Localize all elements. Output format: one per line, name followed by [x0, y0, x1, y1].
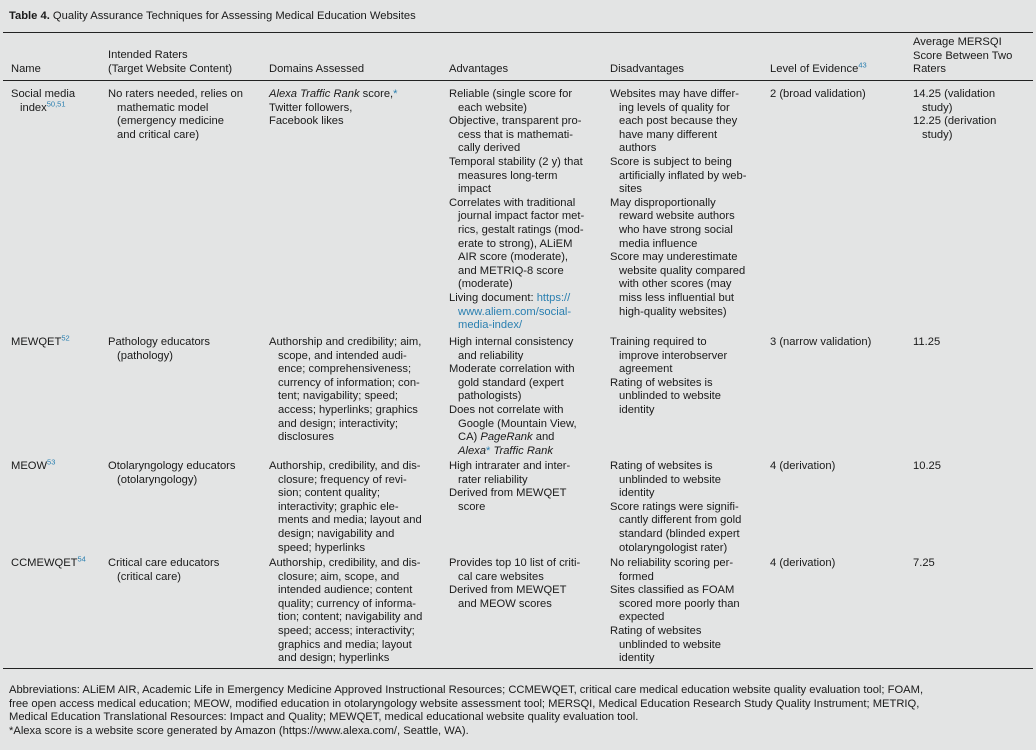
advantage-item: [449, 336, 577, 363]
line: each website): [458, 101, 528, 114]
disadvantage-item: [610, 584, 740, 625]
line: Authorship, credibility, and dis-: [269, 557, 421, 569]
line: website quality compared: [619, 264, 746, 277]
alexa-text: Alexa: [458, 444, 486, 457]
row1-raters-line: mathematic model: [117, 101, 209, 114]
line: Score may underestimate: [610, 251, 738, 264]
row1-name-line2-text: index: [20, 101, 47, 114]
line: Google (Mountain View,: [458, 417, 577, 430]
row1-domains-line1: [269, 88, 398, 102]
row3-disadvantages: [610, 460, 741, 555]
abbreviations-line: Abbreviations: ALiEM AIR, Academic Life in Emergency Medicine Approved Instructional Resources; CCMEWQET, critical care medical education website quality evaluation tool; FOAM,: [9, 684, 924, 696]
line: Correlates with traditional: [449, 196, 576, 209]
line: ence; comprehensiveness;: [278, 363, 412, 376]
line: Temporal stability (2 y) that: [449, 155, 583, 168]
row2-raters: [108, 336, 210, 363]
disadvantage-item: [610, 197, 746, 251]
line: Authorship and credibility; aim,: [269, 336, 422, 348]
row1-name-ref: 50,51: [46, 98, 66, 108]
line: High intrarater and inter-: [449, 460, 571, 472]
line: Rating of websites is: [610, 460, 713, 472]
line: (moderate): [458, 278, 513, 291]
table-number: Table 4.: [9, 10, 50, 22]
line: ing levels of quality for: [619, 101, 730, 114]
line: closure; frequency of revi-: [278, 473, 407, 486]
line: study): [922, 128, 953, 141]
row1-raters-line: (emergency medicine: [117, 115, 224, 128]
line: sites: [619, 183, 643, 196]
row3-name-text: MEOW: [11, 460, 48, 472]
row3-level: 4 (derivation): [770, 460, 836, 472]
row3-domains: [269, 460, 422, 555]
alexa-traffic-rank: Alexa Traffic Rank: [269, 88, 360, 100]
alexa-footnote: *Alexa score is a website score generated by Amazon (https://www.alexa.com/, Seattle, WA).: [9, 724, 469, 737]
line: interactivity; graphic ele-: [278, 500, 399, 513]
line: tion; content; navigability and: [278, 611, 423, 624]
line: identity: [619, 652, 655, 665]
social-media-index-link[interactable]: www.aliem.com/social-: [458, 305, 572, 318]
line: access; hyperlinks; graphics: [278, 403, 418, 416]
line: expected: [619, 611, 665, 624]
line: Sites classified as FOAM: [610, 584, 735, 597]
line: reward website authors: [619, 210, 735, 223]
top-rule: [3, 32, 1033, 33]
header-level: [770, 60, 867, 77]
line: and reliability: [458, 349, 524, 362]
row4-name-ref: 54: [77, 554, 86, 564]
row1-mersqi: [913, 88, 996, 142]
text: and: [532, 431, 555, 444]
social-media-index-link[interactable]: media-index/: [458, 319, 523, 332]
row1-disadvantages: [610, 88, 746, 319]
line: identity: [619, 487, 655, 500]
line: erate to strong), ALiEM: [458, 237, 573, 250]
row4-level: 4 (derivation): [770, 557, 836, 569]
pagerank-text: PageRank: [480, 431, 533, 444]
line: unblinded to website: [619, 473, 722, 486]
line: cally derived: [458, 142, 521, 155]
line: scope, and intended audi-: [278, 349, 407, 362]
row2-name-text: MEWQET: [11, 336, 62, 348]
header-raters-line1: Intended Raters: [108, 49, 188, 61]
line: study): [922, 101, 953, 114]
disadvantage-item: [610, 501, 741, 555]
line: agreement: [619, 363, 673, 376]
row1-level: 2 (broad validation): [770, 88, 866, 100]
line: Rating of websites is: [610, 376, 713, 389]
line: with other scores (may: [619, 278, 732, 291]
line: design; navigability and: [278, 527, 395, 540]
row2-mersqi: 11.25: [913, 336, 941, 348]
header-disadvantages: Disadvantages: [610, 63, 685, 75]
row3-advantages: [449, 460, 570, 514]
row1-name-line1: Social media: [11, 88, 76, 100]
line: miss less influential but: [619, 291, 735, 304]
line: Derived from MEWQET: [449, 584, 567, 597]
advantage-item: [449, 197, 584, 292]
row1-raters: [108, 88, 243, 142]
alexa-footnote-marker: *: [393, 88, 398, 100]
disadvantage-item: [610, 336, 727, 377]
line: disclosures: [278, 431, 334, 444]
header-mersqi: [913, 36, 1012, 77]
disadvantage-item: [610, 557, 740, 584]
table-footnotes: [9, 684, 1029, 738]
row4-disadvantages: [610, 557, 740, 666]
row3-name: [11, 457, 56, 474]
line: Provides top 10 list of criti-: [449, 557, 581, 569]
line: AIR score (moderate),: [458, 251, 569, 264]
line: ments and media; layout and: [278, 514, 422, 527]
line: (critical care): [117, 570, 182, 583]
header-domains: Domains Assessed: [269, 63, 365, 75]
line: cess that is mathemati-: [458, 128, 574, 141]
social-media-index-link[interactable]: https://: [536, 291, 571, 304]
row1-name-line2: [11, 98, 75, 116]
line: Rating of websites: [610, 624, 702, 637]
row3-name-ref: 53: [47, 457, 56, 467]
row1-domains-line: Facebook likes: [269, 115, 344, 128]
row3-raters: [108, 460, 236, 487]
row4-name: [11, 554, 86, 571]
disadvantage-item: [610, 377, 727, 418]
line: and METRIQ-8 score: [458, 264, 564, 277]
abbreviations-line: Medical Education Translational Resources: Impact and Quality; MEWQET, medical educational website quality evaluation tool.: [9, 711, 639, 724]
header-level-ref: 43: [858, 60, 867, 70]
line: identity: [619, 403, 655, 416]
line: and design; interactivity;: [278, 417, 399, 430]
traffic-rank-text: Traffic Rank: [490, 444, 553, 457]
line: speed; hyperlinks: [278, 541, 366, 554]
row4-domains: [269, 557, 422, 666]
line: Pathology educators: [108, 336, 210, 348]
line: who have strong social: [619, 223, 733, 236]
row1-advantages: [449, 88, 584, 333]
line: standard (blinded expert: [619, 527, 740, 540]
line: High internal consistency: [449, 336, 574, 348]
line: unblinded to website: [619, 638, 722, 651]
line: Score is subject to being: [610, 155, 732, 168]
line: tent; navigability; speed;: [278, 390, 399, 403]
line: otolaryngologist rater): [619, 541, 728, 554]
line: rater reliability: [458, 473, 528, 486]
line: Otolaryngology educators: [108, 460, 236, 472]
header-mersqi-line3: Raters: [913, 63, 946, 76]
header-mersqi-line2: Score Between Two: [913, 49, 1013, 62]
advantage-item-living-document: [449, 292, 584, 333]
line: authors: [619, 142, 657, 155]
row2-advantages: [449, 336, 577, 458]
line: Objective, transparent pro-: [449, 115, 582, 128]
row1-name: [11, 88, 75, 115]
header-rule: [3, 80, 1033, 81]
table-caption: Quality Assurance Techniques for Assessing Medical Education Websites: [49, 10, 416, 22]
line: graphics and media; layout: [278, 638, 412, 651]
line: 12.25 (derivation: [913, 115, 997, 128]
line: score: [458, 500, 486, 513]
header-raters-line2: (Target Website Content): [108, 62, 233, 75]
line: unblinded to website: [619, 390, 722, 403]
advantage-item: [449, 156, 584, 197]
row2-name-ref: 52: [61, 333, 70, 343]
line: currency of information; con-: [278, 376, 420, 389]
alexa-footnote-marker: *: [486, 444, 491, 457]
line: 14.25 (validation: [913, 88, 996, 100]
disadvantage-item: [610, 156, 746, 197]
text: CA): [458, 431, 481, 444]
header-raters: [108, 49, 232, 76]
line: (otolaryngology): [117, 473, 198, 486]
line: formed: [619, 570, 654, 583]
line: intended audience; content: [278, 584, 413, 597]
row1-domains-score: score,: [359, 88, 394, 100]
row1-domains: [269, 88, 398, 129]
table-title: [9, 10, 416, 24]
line: Score ratings were signifi-: [610, 500, 739, 513]
line: scored more poorly than: [619, 597, 740, 610]
line: cantly different from gold: [619, 514, 742, 527]
disadvantage-item: [610, 625, 740, 666]
advantage-item: [449, 404, 577, 458]
disadvantage-item: [610, 460, 741, 501]
row4-name-text: CCMEWQET: [11, 557, 78, 569]
line: Does not correlate with: [449, 403, 564, 416]
advantage-item: [449, 115, 584, 156]
line: Training required to: [610, 336, 707, 348]
row2-name: [11, 333, 70, 350]
line: No reliability scoring per-: [610, 557, 734, 569]
line: Reliable (single score for: [449, 88, 573, 100]
line: impact: [458, 183, 491, 196]
row4-advantages: [449, 557, 580, 611]
header-mersqi-line1: Average MERSQI: [913, 36, 1002, 48]
abbreviations-line: free open access medical education; MEOW, modified education in otolaryngology website assessment tool; MERSQI, Medical Education Research Study Quality Instrument; METRIQ,: [9, 697, 920, 710]
line: high-quality websites): [619, 305, 727, 318]
line: speed; access; interactivity;: [278, 624, 415, 637]
row4-mersqi: 7.25: [913, 557, 935, 569]
advantage-item: [449, 584, 580, 611]
line: [449, 445, 577, 459]
line: Critical care educators: [108, 557, 220, 569]
row2-level: 3 (narrow validation): [770, 336, 872, 348]
row2-domains: [269, 336, 421, 445]
line: closure; aim, scope, and: [278, 570, 400, 583]
line: improve interobserver: [619, 349, 728, 362]
line: and MEOW scores: [458, 597, 552, 610]
line: measures long-term: [458, 169, 558, 182]
header-name: Name: [11, 63, 41, 75]
line: artificially inflated by web-: [619, 169, 747, 182]
line: Moderate correlation with: [449, 363, 575, 376]
bottom-rule: [3, 668, 1033, 669]
line: May disproportionally: [610, 196, 716, 209]
line: have many different: [619, 128, 718, 141]
header-level-text: Level of Evidence: [770, 63, 859, 75]
advantage-item: [449, 88, 584, 115]
row4-raters: [108, 557, 219, 584]
row1-raters-line: No raters needed, relies on: [108, 88, 243, 100]
line: Authorship, credibility, and dis-: [269, 460, 421, 472]
line: Derived from MEWQET: [449, 487, 567, 500]
line: journal impact factor met-: [458, 210, 585, 223]
line: rics, gestalt ratings (mod-: [458, 223, 584, 236]
line: [449, 292, 584, 306]
row2-disadvantages: [610, 336, 727, 418]
line: media influence: [619, 237, 698, 250]
line: each post because they: [619, 115, 738, 128]
line: (pathology): [117, 349, 173, 362]
row3-mersqi: 10.25: [913, 460, 941, 472]
living-doc-label: Living document:: [449, 291, 537, 304]
disadvantage-item: [610, 88, 746, 156]
header-advantages: Advantages: [449, 63, 509, 75]
advantage-item: [449, 363, 577, 404]
row1-raters-line: and critical care): [117, 128, 200, 141]
row1-domains-line: Twitter followers,: [269, 101, 353, 114]
line: [449, 431, 577, 445]
line: sion; content quality;: [278, 487, 380, 500]
line: pathologists): [458, 390, 522, 403]
line: and design; hyperlinks: [278, 652, 390, 665]
line: quality; currency of informa-: [278, 597, 417, 610]
line: cal care websites: [458, 570, 544, 583]
advantage-item: [449, 557, 580, 584]
line: Websites may have differ-: [610, 88, 739, 100]
advantage-item: [449, 460, 570, 487]
line: gold standard (expert: [458, 376, 564, 389]
disadvantage-item: [610, 251, 746, 319]
advantage-item: [449, 487, 570, 514]
